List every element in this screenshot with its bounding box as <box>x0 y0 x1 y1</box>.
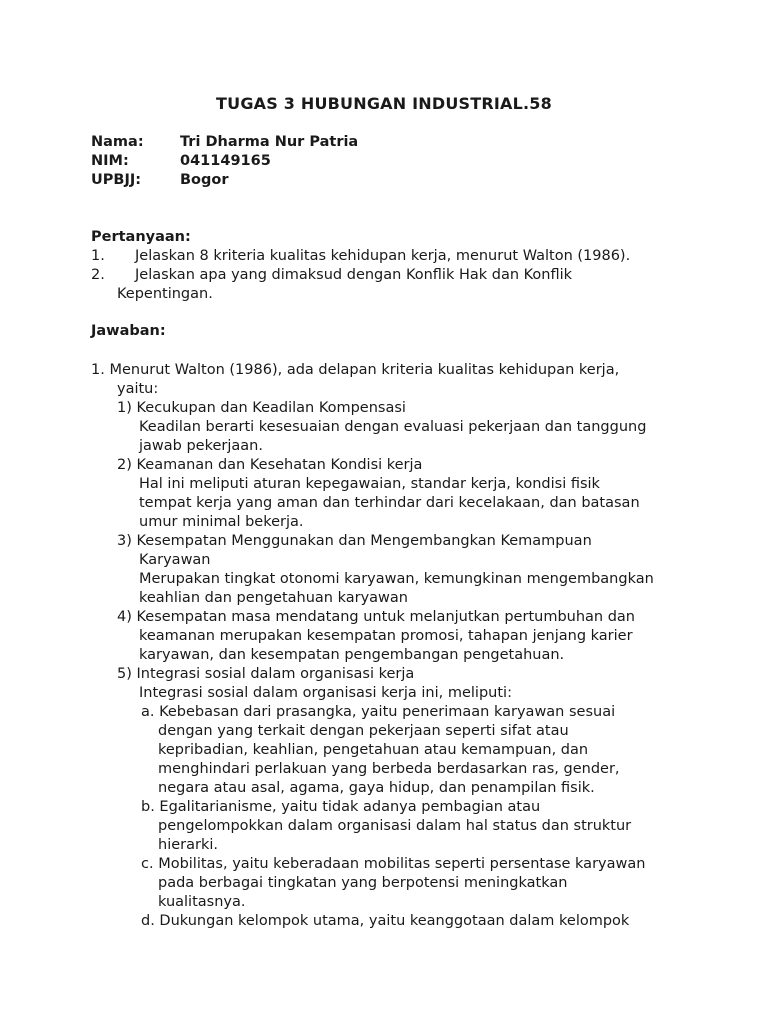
subpoint-b: b. Egalitarianisme, yaitu tidak adanya pembagian atau <box>141 799 541 815</box>
criterion-4-title-continued: karyawan, dan kesempatan pengembangan pengetahuan. <box>139 647 565 663</box>
document-title: TUGAS 3 HUBUNGAN INDUSTRIAL.58 <box>216 94 552 113</box>
answers-section <box>91 361 751 931</box>
info-value: Bogor <box>180 172 229 188</box>
info-value: Tri Dharma Nur Patria <box>180 134 359 150</box>
criterion-3-title: 3) Kesempatan Menggunakan dan Mengembangkan Kemampuan <box>117 533 592 549</box>
criterion-5-desc: Integrasi sosial dalam organisasi kerja ini, meliputi: <box>139 685 512 701</box>
subpoint-a-continued: kepribadian, keahlian, pengetahuan atau kemampuan, dan <box>158 742 589 758</box>
questions-heading: Pertanyaan: <box>91 229 191 245</box>
subpoint-c-continued: kualitasnya. <box>158 894 246 910</box>
info-label: UPBJJ: <box>91 172 142 188</box>
info-label: NIM: <box>91 153 129 169</box>
info-label: Nama: <box>91 134 144 150</box>
question-2 <box>91 266 751 285</box>
info-row-upbjj <box>91 171 358 190</box>
subpoint-b-continued: pengelompokkan dalam organisasi dalam hal status dan struktur <box>158 818 632 834</box>
criterion-2-desc: umur minimal bekerja. <box>139 514 304 530</box>
question-text: Jelaskan apa yang dimaksud dengan Konflik Hak dan Konflik <box>135 267 573 283</box>
question-text: Jelaskan 8 kriteria kualitas kehidupan kerja, menurut Walton (1986). <box>135 248 631 264</box>
criterion-3-desc: Merupakan tingkat otonomi karyawan, kemungkinan mengembangkan <box>139 571 654 587</box>
subpoint-c-continued: pada berbagai tingkatan yang berpotensi meningkatkan <box>158 875 568 891</box>
criterion-1-desc: jawab pekerjaan. <box>139 438 263 454</box>
criterion-2-desc: tempat kerja yang aman dan terhindar dari kecelakaan, dan batasan <box>139 495 640 511</box>
criterion-3-desc: keahlian dan pengetahuan karyawan <box>139 590 408 606</box>
criterion-2-title: 2) Keamanan dan Kesehatan Kondisi kerja <box>117 457 423 473</box>
student-info <box>91 133 358 190</box>
question-text-continued: Kepentingan. <box>117 286 213 302</box>
answers-heading: Jawaban: <box>91 323 166 339</box>
question-number: 1. <box>91 248 105 264</box>
criterion-3-title-continued: Karyawan <box>139 552 211 568</box>
info-row-name <box>91 133 358 152</box>
answer-intro-continued: yaitu: <box>117 381 159 397</box>
subpoint-c: c. Mobilitas, yaitu keberadaan mobilitas seperti persentase karyawan <box>141 856 646 872</box>
criterion-1-desc: Keadilan berarti kesesuaian dengan evaluasi pekerjaan dan tanggung <box>139 419 647 435</box>
info-row-nim <box>91 152 358 171</box>
subpoint-a-continued: negara atau asal, agama, gaya hidup, dan penampilan fisik. <box>158 780 595 796</box>
info-value: 041149165 <box>180 153 271 169</box>
question-1 <box>91 247 751 266</box>
subpoint-a-continued: dengan yang terkait dengan pekerjaan seperti sifat atau <box>158 723 569 739</box>
answer-intro: 1. Menurut Walton (1986), ada delapan kriteria kualitas kehidupan kerja, <box>91 362 620 378</box>
criterion-5-title: 5) Integrasi sosial dalam organisasi kerja <box>117 666 415 682</box>
criterion-2-desc: Hal ini meliputi aturan kepegawaian, standar kerja, kondisi fisik <box>139 476 600 492</box>
subpoint-b-continued: hierarki. <box>158 837 218 853</box>
criterion-1-title: 1) Kecukupan dan Keadilan Kompensasi <box>117 400 406 416</box>
criterion-4-title-continued: keamanan merupakan kesempatan promosi, tahapan jenjang karier <box>139 628 633 644</box>
question-number: 2. <box>91 267 105 283</box>
questions-section <box>91 228 751 304</box>
subpoint-a-continued: menghindari perlakuan yang berbeda berdasarkan ras, gender, <box>158 761 620 777</box>
subpoint-d: d. Dukungan kelompok utama, yaitu keanggotaan dalam kelompok <box>141 913 630 929</box>
subpoint-a: a. Kebebasan dari prasangka, yaitu penerimaan karyawan sesuai <box>141 704 616 720</box>
criterion-4-title: 4) Kesempatan masa mendatang untuk melanjutkan pertumbuhan dan <box>117 609 635 625</box>
